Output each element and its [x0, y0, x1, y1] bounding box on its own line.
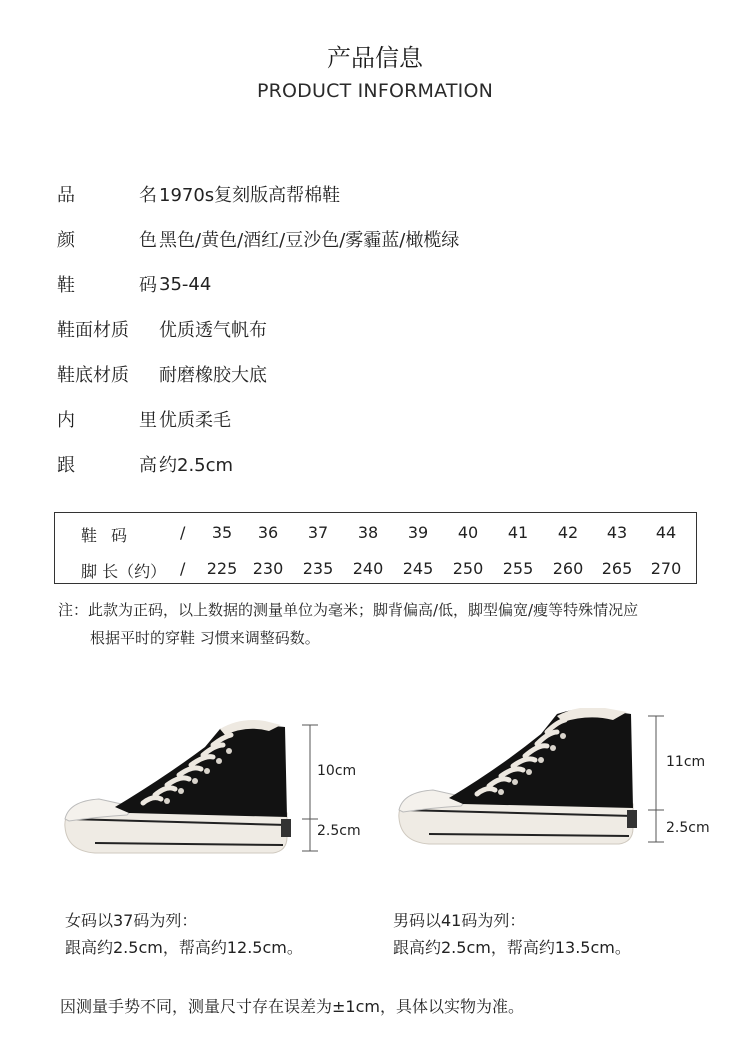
spec-label-char: 跟 — [57, 455, 75, 476]
length-cell: 240 — [352, 559, 384, 578]
spec-row-lining — [57, 405, 231, 433]
dimension-lines — [646, 714, 666, 844]
spec-row-size — [57, 270, 211, 298]
women-caption-line-2: 跟高约2.5cm，帮高约12.5cm。 — [65, 938, 303, 957]
spec-value-upper-material: 优质透气帆布 — [159, 320, 267, 341]
size-row-label-b: 码 — [111, 526, 128, 545]
spec-value-sole-material: 耐磨橡胶大底 — [159, 365, 267, 386]
size-cell: 36 — [257, 523, 279, 542]
men-caption-line-2: 跟高约2.5cm，帮高约13.5cm。 — [393, 938, 631, 957]
size-cell: 41 — [507, 523, 529, 542]
upper-height-label: 10cm — [317, 763, 357, 779]
length-cell: 235 — [302, 559, 334, 578]
length-row-label: 脚 长（约） — [81, 562, 167, 581]
size-cell: 40 — [457, 523, 479, 542]
page-title-cn: 产品信息 — [327, 44, 423, 72]
length-row-separator: / — [180, 559, 186, 578]
upper-height-label: 11cm — [666, 754, 706, 770]
spec-label-char: 色 — [139, 230, 157, 251]
heel-height-label: 2.5cm — [317, 823, 361, 839]
size-row-label-a: 鞋 — [81, 526, 98, 545]
men-caption — [393, 907, 631, 961]
length-cell: 225 — [206, 559, 238, 578]
spec-row-sole-material — [57, 360, 267, 388]
size-cell: 39 — [407, 523, 429, 542]
spec-row-heel — [57, 450, 233, 478]
spec-label-char: 颜 — [57, 230, 75, 251]
size-cell: 44 — [655, 523, 677, 542]
shoe-women-figure — [55, 715, 375, 865]
spec-row-name — [57, 180, 340, 208]
spec-row-color — [57, 225, 459, 253]
spec-row-upper-material — [57, 315, 267, 343]
size-note — [58, 596, 718, 652]
spec-label-char: 品 — [57, 185, 75, 206]
length-cell: 265 — [601, 559, 633, 578]
shoe-men-figure — [390, 708, 720, 858]
spec-value-name: 1970s复刻版高帮棉鞋 — [159, 185, 341, 206]
women-caption — [65, 907, 303, 961]
high-top-sneaker-image — [55, 715, 375, 865]
length-cell: 230 — [252, 559, 284, 578]
size-cell: 42 — [557, 523, 579, 542]
length-cell: 255 — [502, 559, 534, 578]
women-caption-line-1: 女码以37码为列： — [65, 911, 198, 930]
spec-value-size: 35-44 — [159, 273, 212, 295]
spec-label-char: 高 — [139, 455, 157, 476]
spec-value-heel: 约2.5cm — [159, 455, 234, 476]
spec-label: 鞋底材质 — [57, 365, 129, 386]
size-cell: 35 — [211, 523, 233, 542]
size-cell: 43 — [606, 523, 628, 542]
length-cell: 260 — [552, 559, 584, 578]
men-caption-line-1: 男码以41码为列： — [393, 911, 526, 930]
length-cell: 250 — [452, 559, 484, 578]
size-cell: 38 — [357, 523, 379, 542]
spec-label-char: 里 — [139, 410, 157, 431]
spec-label-char: 内 — [57, 410, 75, 431]
spec-value-color: 黑色/黄色/酒红/豆沙色/雾霾蓝/橄榄绿 — [159, 230, 460, 251]
spec-value-lining: 优质柔毛 — [159, 410, 231, 431]
spec-label-char: 鞋 — [57, 275, 75, 296]
spec-label-char: 名 — [139, 185, 157, 206]
heel-height-label: 2.5cm — [666, 820, 710, 836]
size-row-separator: / — [180, 523, 186, 542]
length-cell: 270 — [650, 559, 682, 578]
spec-label: 鞋面材质 — [57, 320, 129, 341]
length-cell: 245 — [402, 559, 434, 578]
size-table — [54, 512, 697, 584]
note-line-1: 注：此款为正码，以上数据的测量单位为毫米；脚背偏高/低，脚型偏宽/瘦等特殊情况应 — [58, 601, 639, 619]
spec-label-char: 码 — [139, 275, 157, 296]
page-title-en: PRODUCT INFORMATION — [256, 80, 494, 102]
measurement-disclaimer: 因测量手势不同，测量尺寸存在误差为±1cm，具体以实物为准。 — [60, 997, 524, 1016]
size-cell: 37 — [307, 523, 329, 542]
note-line-2: 根据平时的穿鞋 习惯来调整码数。 — [90, 629, 320, 647]
